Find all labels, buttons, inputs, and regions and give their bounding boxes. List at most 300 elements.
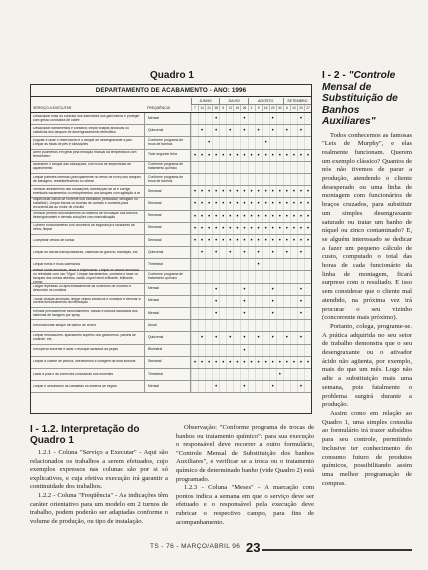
schedule-dot: •: [304, 198, 311, 209]
schedule-dot: •: [276, 211, 283, 222]
week-label: 21: [205, 105, 212, 111]
schedule-empty: [248, 125, 255, 136]
schedule-empty: [191, 381, 198, 392]
schedule-empty: [191, 284, 198, 295]
schedule-empty: [198, 113, 205, 124]
service-cell: Limpar paredes internas (principalmente no efeito de nível) dos tanques de banagem, reestabelecendo ou vitrear: [33, 175, 141, 183]
frequency-cell: Conforme programa de tratamento químico: [144, 162, 190, 173]
schedule-empty: [233, 137, 240, 148]
schedule-empty: [269, 345, 276, 356]
schedule-empty: [240, 162, 247, 173]
schedule-empty: [240, 320, 247, 331]
schedule-empty: [283, 174, 290, 185]
schedule-dot: •: [262, 198, 269, 209]
schedule-dot: •: [248, 235, 255, 246]
frequency-cell: Semanal: [144, 186, 190, 197]
schedule-dot: •: [191, 186, 198, 197]
schedule-dot: •: [255, 223, 262, 234]
schedule-empty: [290, 320, 297, 331]
schedule-empty: [219, 247, 226, 258]
schedule-empty: [255, 296, 262, 307]
schedule-dot: •: [297, 223, 304, 234]
schedule-cells: [190, 247, 311, 258]
schedule-dot: •: [212, 211, 219, 222]
schedule-dot: •: [240, 332, 247, 343]
schedule-cells: [190, 259, 311, 270]
schedule-empty: [255, 369, 262, 380]
schedule-dot: •: [290, 186, 297, 197]
section-title: [322, 70, 412, 128]
schedule-empty: [304, 247, 311, 258]
schedule-empty: [269, 320, 276, 331]
schedule-empty: [290, 125, 297, 136]
table-row: [31, 137, 311, 149]
schedule-empty: [290, 162, 297, 173]
table-row: [31, 271, 311, 283]
schedule-empty: [219, 174, 226, 185]
schedule-empty: [212, 345, 219, 356]
schedule-dot: •: [255, 247, 262, 258]
table-row: [31, 332, 311, 344]
schedule-empty: [219, 345, 226, 356]
frequency-cell: Mensal: [144, 296, 190, 307]
observation-section: [176, 424, 314, 527]
schedule-empty: [283, 259, 290, 270]
schedule-dot: •: [212, 125, 219, 136]
schedule-dot: •: [198, 125, 205, 136]
table-row: [31, 320, 311, 332]
schedule-dot: •: [233, 198, 240, 209]
schedule-empty: [262, 174, 269, 185]
frequency-cell: Mensal: [144, 381, 190, 392]
schedule-empty: [283, 271, 290, 282]
schedule-dot: •: [205, 186, 212, 197]
frequency-cell: Conforme programa de troca de banhos: [144, 137, 190, 148]
schedule-empty: [255, 284, 262, 295]
frequency-cell: Todo segundo feira: [144, 150, 190, 161]
schedule-dot: •: [297, 125, 304, 136]
schedule-empty: [205, 247, 212, 258]
frequency-cell: Trimestral: [144, 259, 190, 270]
schedule-empty: [191, 332, 198, 343]
schedule-dot: •: [226, 223, 233, 234]
schedule-dot: •: [219, 357, 226, 368]
schedule-empty: [262, 113, 269, 124]
schedule-dot: •: [233, 223, 240, 234]
schedule-empty: [198, 345, 205, 356]
table-row: [31, 150, 311, 162]
schedule-dot: •: [240, 186, 247, 197]
schedule-empty: [304, 162, 311, 173]
schedule-empty: [226, 381, 233, 392]
schedule-empty: [297, 271, 304, 282]
week-label: 19: [233, 105, 240, 111]
schedule-empty: [290, 308, 297, 319]
schedule-empty: [226, 259, 233, 270]
frequency-cell: Mensal: [144, 113, 190, 124]
table-row: [31, 369, 311, 381]
schedule-empty: [283, 284, 290, 295]
table-row: [31, 162, 311, 174]
schedule-dot: •: [240, 125, 247, 136]
schedule-dot: •: [297, 247, 304, 258]
service-cell: Desacoplar barramentos e contatos; limpar chapas anódicas ou catódicas dos tanques de desengraxamento eletrolítico: [33, 126, 129, 134]
schedule-dot: •: [297, 198, 304, 209]
schedule-empty: [205, 259, 212, 270]
schedule-empty: [205, 271, 212, 282]
schedule-dot: •: [212, 357, 219, 368]
schedule-empty: [198, 308, 205, 319]
schedule-empty: [262, 308, 269, 319]
service-cell: Aferir polímetros em geral pela medição manual da temperatura com termômetro: [33, 151, 137, 159]
schedule-empty: [212, 320, 219, 331]
schedule-dot: •: [205, 198, 212, 209]
paragraph: Todos conhecemos as famosas "Leis de Murphy", e elas realmente funcionam. Querem um exemplo clássico? Quantos de nós não tivemos de parar a produção, atendendo o cliente desesperado ou uma linha de montagem com funcionários de braços cruzados, para substituir um simples desengraxante saturado ou tratar um banho de níquel ou zinco contaminado? E, se alguém interessado se dedicar a fazer um pequeno cálculo de custo, computado o total das horas de cada funcionário da linha de montagem, ficará surpreso com o resultado. E isso sem considerar que o cliente mal atendido, na próxima vez irá procurar o seu vizinho (concorrente mais próximo).: [322, 131, 412, 322]
schedule-empty: [219, 113, 226, 124]
schedule-empty: [240, 137, 247, 148]
table-row: [31, 174, 311, 186]
schedule-dot: •: [255, 211, 262, 222]
schedule-empty: [233, 296, 240, 307]
schedule-empty: [304, 271, 311, 282]
schedule-empty: [248, 308, 255, 319]
schedule-empty: [226, 345, 233, 356]
table-row: [31, 113, 311, 125]
service-cell: Recondicionar tanque de banho de cromo: [33, 323, 97, 327]
schedule-dot: •: [276, 150, 283, 161]
schedule-empty: [248, 174, 255, 185]
schedule-dot: •: [304, 186, 311, 197]
schedule-dot: •: [283, 223, 290, 234]
schedule-dot: •: [240, 150, 247, 161]
schedule-dot: •: [276, 198, 283, 209]
schedule-empty: [233, 381, 240, 392]
schedule-empty: [276, 271, 283, 282]
schedule-empty: [290, 332, 297, 343]
schedule-dot: •: [269, 186, 276, 197]
schedule-dot: •: [276, 235, 283, 246]
schedule-empty: [191, 296, 198, 307]
schedule-dot: •: [226, 125, 233, 136]
schedule-empty: [304, 345, 311, 356]
schedule-dot: •: [255, 259, 262, 270]
schedule-empty: [290, 284, 297, 295]
schedule-dot: •: [240, 284, 247, 295]
table-row: [31, 308, 311, 320]
schedule-empty: [219, 320, 226, 331]
schedule-dot: •: [191, 357, 198, 368]
schedule-empty: [198, 271, 205, 282]
section-body: [322, 132, 412, 489]
schedule-empty: [262, 332, 269, 343]
schedule-empty: [276, 381, 283, 392]
paragraph: 1.2.2 - Coluna "Freqüência" - As indicações têm caráter orientativo para um modelo em 2 turnos de trabalho, podem poderão ser adaptadas conforme o volume de produção, ou tipo de instalação.: [30, 491, 168, 525]
schedule-empty: [262, 271, 269, 282]
schedule-empty: [205, 381, 212, 392]
schedule-empty: [248, 381, 255, 392]
schedule-empty: [304, 174, 311, 185]
schedule-empty: [262, 296, 269, 307]
schedule-dot: •: [212, 150, 219, 161]
schedule-empty: [219, 369, 226, 380]
schedule-empty: [191, 308, 198, 319]
schedule-dot: •: [290, 198, 297, 209]
schedule-empty: [191, 137, 198, 148]
schedule-empty: [255, 162, 262, 173]
week-label: 23: [269, 105, 276, 111]
quadro-title: Quadro 1: [150, 70, 194, 81]
schedule-cells: [190, 235, 311, 246]
service-cell: Recuperar solvente e lavar o estoque lavadora da peças: [33, 348, 119, 352]
schedule-empty: [212, 162, 219, 173]
schedule-empty: [248, 345, 255, 356]
schedule-dot: •: [205, 223, 212, 234]
schedule-dot: •: [283, 235, 290, 246]
schedule-empty: [255, 320, 262, 331]
schedule-dot: •: [269, 198, 276, 209]
table-row: [31, 198, 311, 210]
paragraph: Portanto, colega, programe-se. A prática adquirida no seu setor de trabalho demonstra que o seu desengraxante ou o ativador ácido não agüenta, por exemplo, mais do que um mês. Logo não adie a substituição mais uma semana, pois fatalmente o problema surgirá durante a produção.: [322, 322, 412, 409]
schedule-dot: •: [212, 284, 219, 295]
schedule-empty: [226, 320, 233, 331]
schedule-empty: [226, 308, 233, 319]
week-label: 5: [219, 105, 226, 111]
schedule-empty: [262, 162, 269, 173]
schedule-cells: [190, 332, 311, 343]
schedule-empty: [255, 381, 262, 392]
schedule-empty: [198, 284, 205, 295]
schedule-empty: [304, 381, 311, 392]
schedule-dot: •: [240, 296, 247, 307]
schedule-empty: [226, 137, 233, 148]
table-body: [31, 113, 311, 393]
schedule-dot: •: [290, 150, 297, 161]
schedule-empty: [297, 369, 304, 380]
schedule-empty: [219, 271, 226, 282]
week-label: 9: [255, 105, 262, 111]
schedule-dot: •: [269, 150, 276, 161]
schedule-empty: [276, 174, 283, 185]
frequency-cell: Trimestral: [144, 369, 190, 380]
schedule-dot: •: [283, 211, 290, 222]
schedule-empty: [205, 345, 212, 356]
schedule-dot: •: [198, 357, 205, 368]
paragraph: 1.2.3 - Coluna "Meses" - A marcação com pontos indica a semana em que o serviço deve ser efetuado e o responsável pela execução deve rubricar o respectivo campo, para fins de acompanhamento.: [176, 484, 314, 526]
schedule-cells: [190, 150, 311, 161]
schedule-dot: •: [212, 332, 219, 343]
frequency-cell: Semanal: [144, 235, 190, 246]
frequency-cell: Semanal: [144, 223, 190, 234]
schedule-dot: •: [219, 235, 226, 246]
service-cell: Limpar e desobstruir as canaletas do sistema de esgoto: [33, 384, 118, 388]
schedule-empty: [248, 320, 255, 331]
schedule-empty: [240, 174, 247, 185]
schedule-dot: •: [240, 381, 247, 392]
schedule-dot: •: [248, 150, 255, 161]
week-label: 16: [262, 105, 269, 111]
schedule-empty: [276, 125, 283, 136]
schedule-empty: [191, 125, 198, 136]
schedule-dot: •: [226, 357, 233, 368]
frequency-cell: Anual: [144, 320, 190, 331]
schedule-empty: [212, 369, 219, 380]
schedule-dot: •: [219, 186, 226, 197]
schedule-dot: •: [297, 332, 304, 343]
schedule-empty: [198, 137, 205, 148]
schedule-dot: •: [212, 198, 219, 209]
schedule-dot: •: [290, 235, 297, 246]
schedule-empty: [219, 137, 226, 148]
week-label: 28: [212, 105, 219, 111]
schedule-empty: [233, 162, 240, 173]
schedule-empty: [248, 162, 255, 173]
schedule-empty: [304, 125, 311, 136]
schedule-empty: [198, 381, 205, 392]
schedule-dot: •: [240, 247, 247, 258]
schedule-dot: •: [205, 137, 212, 148]
service-cell: Esgotar e lavar o reservatório e o tanque de desengraxante a jato. Limpar as bicas de pés e tubulações: [33, 139, 133, 146]
table-row: [31, 381, 311, 393]
schedule-empty: [233, 113, 240, 124]
schedule-dot: •: [304, 150, 311, 161]
schedule-empty: [290, 137, 297, 148]
schedule-empty: [226, 369, 233, 380]
schedule-empty: [233, 125, 240, 136]
schedule-dot: •: [276, 357, 283, 368]
schedule-dot: •: [262, 186, 269, 197]
schedule-empty: [191, 174, 198, 185]
schedule-dot: •: [297, 357, 304, 368]
service-cell: Lixigar repetidas ou aproximadamente as conexões de chumbo e descontar os contatos: [33, 285, 132, 293]
month-row: [191, 98, 311, 104]
schedule-dot: •: [219, 150, 226, 161]
schedule-empty: [212, 259, 219, 270]
schedule-empty: [205, 320, 212, 331]
schedule-dot: •: [226, 198, 233, 209]
frequency-cell: Quinzenal: [144, 247, 190, 258]
table-row: [31, 211, 311, 223]
schedule-dot: •: [226, 247, 233, 258]
schedule-empty: [290, 271, 297, 282]
schedule-dot: •: [269, 113, 276, 124]
schedule-dot: •: [212, 235, 219, 246]
schedule-cells: [190, 369, 311, 380]
schedule-empty: [219, 162, 226, 173]
schedule-dot: •: [262, 150, 269, 161]
schedule-empty: [205, 284, 212, 295]
schedule-empty: [304, 332, 311, 343]
schedule-cells: [190, 345, 311, 356]
service-cell: Limpar a cabine de pintura, obedecendo a voragem da tinta sintonia: [33, 360, 136, 364]
schedule-empty: [191, 320, 198, 331]
schedule-empty: [233, 174, 240, 185]
schedule-dot: •: [283, 186, 290, 197]
schedule-dot: •: [248, 357, 255, 368]
schedule-empty: [248, 113, 255, 124]
schedule-dot: •: [304, 211, 311, 222]
schedule-empty: [198, 296, 205, 307]
schedule-empty: [262, 259, 269, 270]
schedule-empty: [262, 345, 269, 356]
schedule-empty: [276, 162, 283, 173]
schedule-dot: •: [255, 186, 262, 197]
schedule-empty: [297, 162, 304, 173]
schedule-dot: •: [191, 223, 198, 234]
schedule-empty: [240, 271, 247, 282]
schedule-empty: [212, 271, 219, 282]
schedule-dot: •: [240, 113, 247, 124]
schedule-dot: •: [297, 284, 304, 295]
schedule-dot: •: [283, 247, 290, 258]
section-title-text: "Controle Mensal de Substituição de Banhos Auxiliares": [322, 70, 398, 127]
schedule-empty: [290, 369, 297, 380]
schedule-dot: •: [269, 125, 276, 136]
schedule-dot: •: [240, 198, 247, 209]
schedule-empty: [191, 247, 198, 258]
schedule-dot: •: [198, 150, 205, 161]
schedule-cells: [190, 296, 311, 307]
schedule-dot: •: [212, 113, 219, 124]
schedule-dot: •: [297, 150, 304, 161]
service-cell: Limpar filtros e rolos catenários: [33, 262, 81, 266]
schedule-cells: [190, 357, 311, 368]
schedule-empty: [276, 296, 283, 307]
schedule-dot: •: [269, 223, 276, 234]
schedule-dot: •: [269, 235, 276, 246]
schedule-dot: •: [233, 211, 240, 222]
schedule-empty: [276, 345, 283, 356]
schedule-dot: •: [276, 369, 283, 380]
schedule-dot: •: [212, 247, 219, 258]
schedule-dot: •: [290, 223, 297, 234]
schedule-dot: •: [304, 357, 311, 368]
schedule-empty: [276, 320, 283, 331]
schedule-empty: [233, 259, 240, 270]
schedule-empty: [226, 284, 233, 295]
schedule-empty: [283, 162, 290, 173]
schedule-dot: •: [198, 198, 205, 209]
schedule-empty: [205, 369, 212, 380]
schedule-dot: •: [248, 198, 255, 209]
schedule-empty: [219, 296, 226, 307]
schedule-dot: •: [219, 223, 226, 234]
schedule-empty: [191, 259, 198, 270]
schedule-dot: •: [297, 211, 304, 222]
schedule-empty: [255, 271, 262, 282]
schedule-dot: •: [297, 381, 304, 392]
schedule-empty: [304, 320, 311, 331]
schedule-dot: •: [226, 150, 233, 161]
schedule-dot: •: [297, 296, 304, 307]
schedule-empty: [233, 332, 240, 343]
schedule-empty: [262, 125, 269, 136]
schedule-empty: [276, 308, 283, 319]
schedule-cells: [190, 381, 311, 392]
schedule-dot: •: [248, 186, 255, 197]
schedule-empty: [233, 247, 240, 258]
schedule-empty: [212, 174, 219, 185]
schedule-dot: •: [205, 150, 212, 161]
schedule-empty: [276, 137, 283, 148]
week-row: [191, 104, 311, 111]
schedule-empty: [262, 284, 269, 295]
table-title: DEPARTAMENTO DE ACABAMENTO - ANO: 1996: [31, 85, 311, 97]
schedule-empty: [205, 332, 212, 343]
schedule-empty: [233, 284, 240, 295]
table-row: [31, 235, 311, 247]
col-frequency-header: FREQÜÊNCIA: [147, 106, 170, 110]
schedule-dot: •: [226, 235, 233, 246]
